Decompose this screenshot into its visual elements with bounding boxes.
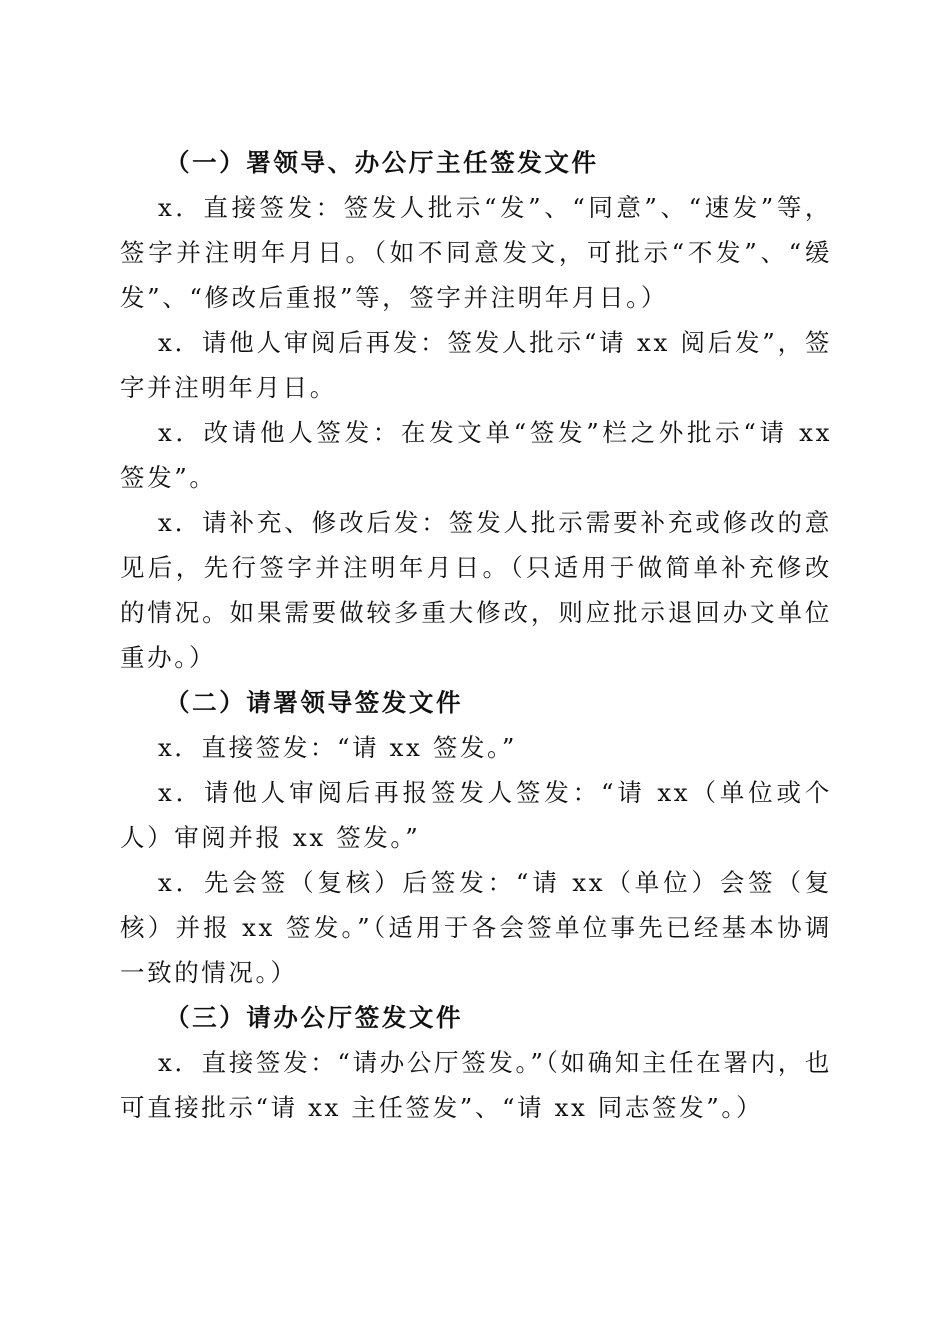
section-heading: （一）署领导、办公厅主任签发文件 (165, 148, 599, 177)
paragraph: x．直接签发：“请 xx 签发。” (158, 733, 518, 762)
section-heading: （二）请署领导签发文件 (165, 688, 464, 717)
document-body (120, 140, 832, 1130)
paragraph: x．请补充、修改后发：签发人批示需要补充或修改的意见后，先行签字并注明年月日。（只适用于做简单补充修改的情况。如果需要做较多重大修改，则应批示退回办文单位重办。） (120, 508, 832, 672)
paragraph: x．直接签发：签发人批示“发”、“同意”、“速发”等，签字并注明年月日。（如不同意发文，可批示“不发”、“缓发”、“修改后重报”等，签字并注明年月日。） (120, 193, 832, 312)
section-heading: （三）请办公厅签发文件 (165, 1003, 464, 1032)
paragraph: x．改请他人签发：在发文单“签发”栏之外批示“请 xx 签发”。 (120, 418, 832, 492)
paragraph: x．直接签发：“请办公厅签发。”（如确知主任在署内，也可直接批示“请 xx 主任签发”、“请 xx 同志签发”。） (120, 1048, 832, 1122)
paragraph: x．先会签（复核）后签发：“请 xx（单位）会签（复核）并报 xx 签发。”（适用于各会签单位事先已经基本协调一致的情况。） (120, 868, 832, 987)
paragraph: x．请他人审阅后再发：签发人批示“请 xx 阅后发”，签字并注明年月日。 (120, 328, 832, 402)
paragraph: x．请他人审阅后再报签发人签发：“请 xx（单位或个人）审阅并报 xx 签发。” (120, 778, 832, 852)
